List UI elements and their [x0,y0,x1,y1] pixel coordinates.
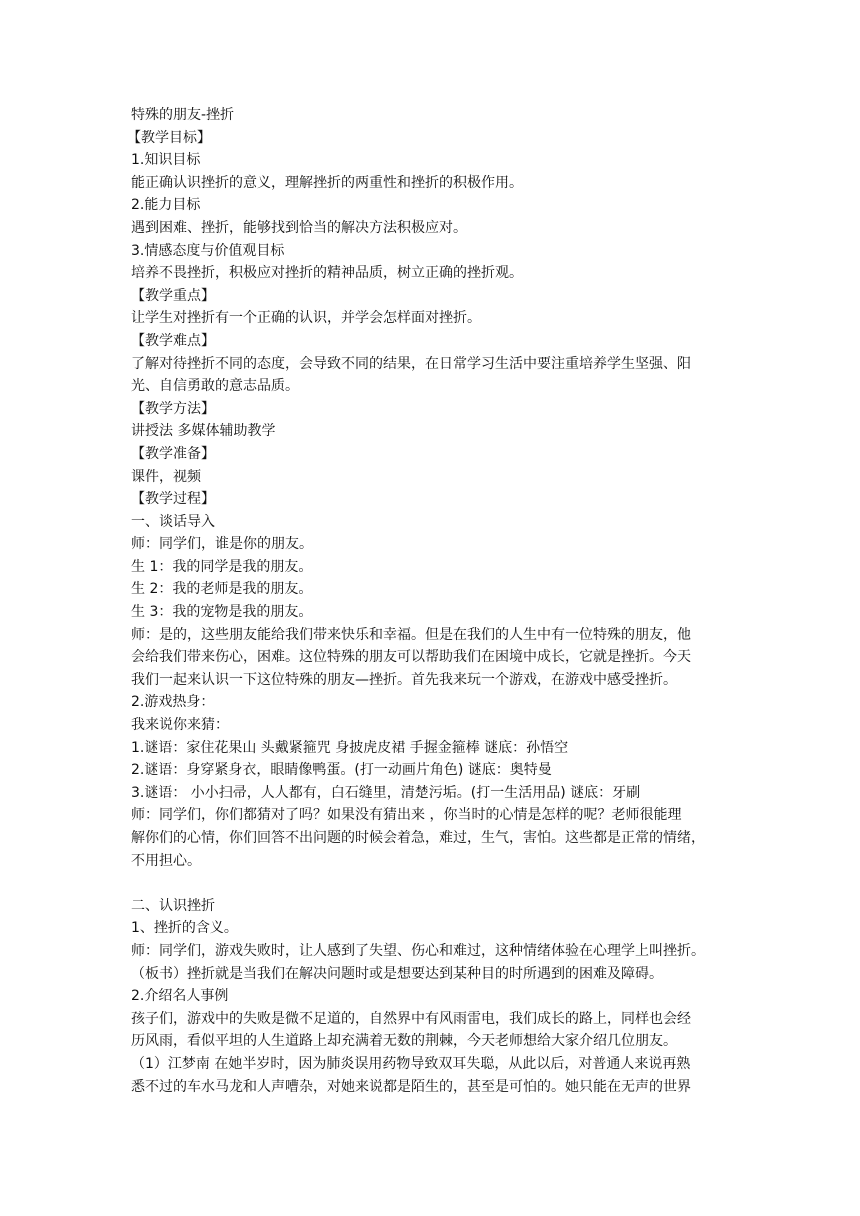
subheading: 1、挫折的含义。 [131,920,238,937]
paragraph-line: 光、自信勇敢的意志品质。 [131,378,299,395]
section-heading: 【教学难点】 [131,332,215,349]
paragraph-line: 师：是的，这些朋友能给我们带来快乐和幸福。但是在我们的人生中有一位特殊的朋友，他 [131,626,691,643]
riddle-line: 2.谜语：身穿紧身衣，眼睛像鸭蛋。(打一动画片角色) 谜底：奥特曼 [131,762,552,779]
dialogue-line: 生 3：我的宠物是我的朋友。 [131,604,313,621]
paragraph-line: 课件，视频 [131,468,201,485]
document-page [127,104,741,1098]
section-heading: 【教学过程】 [131,491,215,508]
paragraph-line: 能正确认识挫折的意义，理解挫折的两重性和挫折的积极作用。 [131,174,523,191]
subheading: 2.游戏热身： [131,694,215,711]
paragraph-line: 师：同学们，游戏失败时，让人感到了失望、伤心和难过，这种情绪体验在心理学上叫挫折。 [131,942,705,959]
subheading: 3.情感态度与价值观目标 [131,242,285,259]
paragraph-line: 会给我们带来伤心，困难。这位特殊的朋友可以帮助我们在困境中成长，它就是挫折。今天 [131,649,691,666]
paragraph-line: 孩子们，游戏中的失败是微不足道的，自然界中有风雨雷电，我们成长的路上，同样也会经 [131,1010,691,1027]
doc-title: 特殊的朋友-挫折 [131,107,235,123]
paragraph-line: 遇到困难、挫折，能够找到恰当的解决方法积极应对。 [131,219,467,236]
dialogue-line: 生 1：我的同学是我的朋友。 [131,558,313,575]
paragraph-line: 培养不畏挫折，积极应对挫折的精神品质，树立正确的挫折观。 [131,265,523,282]
paragraph-line: 讲授法 多媒体辅助教学 [131,423,276,440]
paragraph-line: （板书）挫折就是当我们在解决问题时或是想要达到某种目的时所遇到的困难及障碍。 [131,965,663,982]
blank-line [131,872,741,895]
section-heading: 【教学准备】 [131,445,215,462]
section-heading: 【教学目标】 [127,129,211,146]
paragraph-line: 解你们的心情，你们回答不出问题的时候会着急，难过，生气，害怕。这些都是正常的情绪， [131,830,705,846]
paragraph-line: 不用担心。 [131,852,201,869]
subheading: 二、认识挫折 [131,897,215,914]
paragraph-line: 了解对待挫折不同的态度，会导致不同的结果，在日常学习生活中要注重培养学生坚强、阳 [131,355,691,372]
paragraph-line: （1）江梦南 在她半岁时，因为肺炎误用药物导致双耳失聪，从此以后，对普通人来说再熟 [131,1055,691,1072]
dialogue-line: 生 2：我的老师是我的朋友。 [131,581,313,598]
riddle-line: 3.谜语： 小小扫帚，人人都有，白石缝里，清楚污垢。(打一生活用品) 谜底：牙刷 [131,784,641,801]
subheading: 2.介绍名人事例 [131,988,229,1005]
paragraph-line: 我们一起来认识一下这位特殊的朋友—挫折。首先我来玩一个游戏，在游戏中感受挫折。 [131,671,677,688]
subheading: 1.知识目标 [131,152,201,169]
section-heading: 【教学方法】 [131,400,215,417]
riddle-line: 1.谜语：家住花果山 头戴紧箍咒 身披虎皮裙 手握金箍棒 谜底：孙悟空 [131,739,569,756]
paragraph-line: 师：同学们，你们都猜对了吗？如果没有猜出来 ，你当时的心情是怎样的呢？老师很能理 [131,807,682,824]
paragraph-line: 悉不过的车水马龙和人声嘈杂，对她来说都是陌生的，甚至是可怕的。她只能在无声的世界 [131,1078,691,1095]
dialogue-line: 师：同学们，谁是你的朋友。 [131,536,313,553]
subheading: 一、谈话导入 [131,513,215,530]
section-heading: 【教学重点】 [131,287,215,304]
subheading: 2.能力目标 [131,197,201,214]
paragraph-line: 让学生对挫折有一个正确的认识，并学会怎样面对挫折。 [131,310,481,327]
paragraph-line: 我来说你来猜： [131,717,229,734]
paragraph-line: 历风雨，看似平坦的人生道路上却充满着无数的荆棘，今天老师想给大家介绍几位朋友。 [131,1033,677,1050]
